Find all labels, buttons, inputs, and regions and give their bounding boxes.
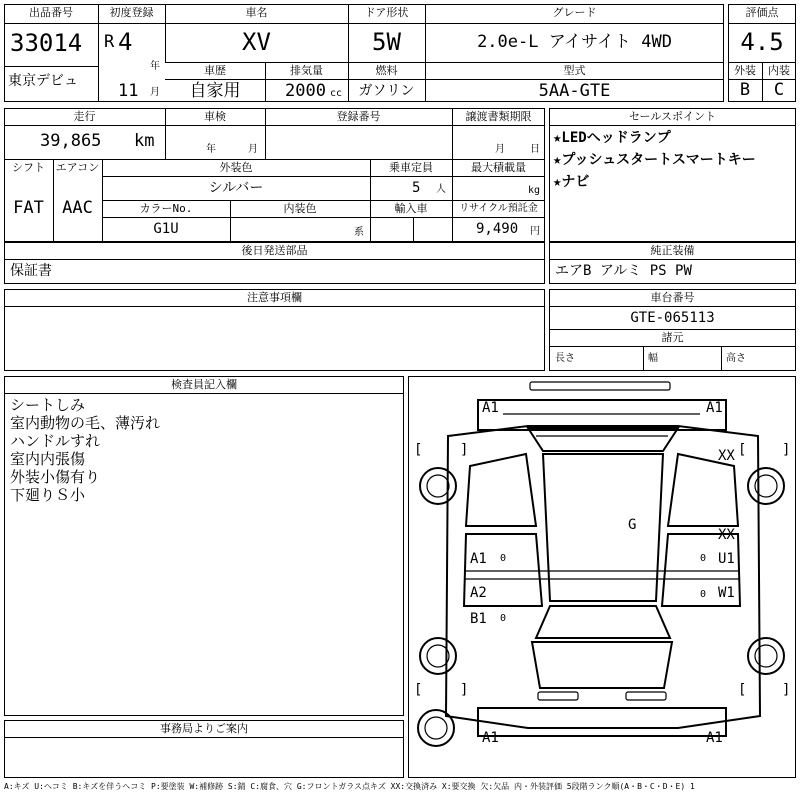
int-color-label: 内装色 [283, 202, 317, 215]
mark-right-rear-door: W1 [718, 585, 735, 601]
dims-label: 諸元 [661, 331, 684, 344]
car-name-label: 車名 [245, 6, 268, 19]
grade: 2.0e-L アイサイト 4WD [477, 32, 672, 52]
sales-point: ★プッシュスタートスマートキー [553, 152, 756, 168]
shift-value: FAT [13, 198, 44, 218]
yen-unit: 円 [530, 226, 540, 237]
svg-text:]: ] [782, 442, 791, 458]
transfer-day: 日 [530, 144, 540, 155]
inspection-year: 年 [206, 144, 216, 155]
person-unit: 人 [436, 184, 446, 195]
max-load-label: 最大積載量 [471, 161, 526, 174]
mark-zero: 0 [700, 553, 707, 564]
ext-color-value: シルバー [208, 180, 264, 196]
list-item: 室内内張傷 [10, 450, 86, 468]
first-reg-era: R [104, 32, 115, 52]
genuine-label: 純正装備 [650, 244, 695, 257]
mileage-label: 走行 [73, 110, 96, 123]
mark-left-rear-door-a: A2 [470, 585, 487, 601]
score-label: 評価点 [745, 6, 779, 19]
chassis-label: 車台番号 [650, 291, 695, 304]
capacity-value: 5 [412, 180, 421, 196]
month-suffix: 月 [150, 87, 160, 98]
exterior-score: B [739, 80, 751, 100]
fuel-label: 燃料 [375, 64, 398, 77]
svg-text:[: [ [414, 442, 423, 458]
aircon-value: AAC [62, 198, 93, 218]
model-code: 5AA-GTE [538, 81, 611, 101]
mark-right-front-door-2: U1 [718, 551, 735, 567]
svg-text:]: ] [460, 682, 469, 698]
fuel-value: ガソリン [358, 83, 415, 99]
mark-zero: 0 [500, 613, 507, 624]
recycle-label: リサイクル預託金 [459, 203, 538, 214]
displacement-value: 2000 [285, 81, 326, 101]
height-label: 高さ [726, 353, 746, 364]
transfer-label: 譲渡書類期限 [465, 110, 532, 123]
legend: A:キズ U:ヘコミ B:キズを伴うヘコミ P:要塗装 W:補修跡 S:錆 C:腐食、穴 G:フロントガラス点キズ XX:交換済み X:要交換 欠:欠品 内・外装評価 5段階ランク順(A・B・C・D・E) 1 [4, 782, 695, 791]
color-no-label: カラーNo. [139, 202, 193, 215]
first-reg-month: 11 [118, 81, 139, 101]
notes-label: 注意事項欄 [247, 291, 302, 304]
svg-text:[: [ [738, 682, 747, 698]
sales-points-label: セールスポイント [628, 110, 716, 123]
inspection-month: 月 [248, 144, 258, 155]
inspector-notes-list [10, 396, 160, 504]
list-item: 下廻りＳ小 [10, 486, 86, 504]
later-parts-value: 保証書 [10, 263, 52, 279]
mark-right-front: XX [718, 448, 735, 464]
svg-text:]: ] [460, 442, 469, 458]
first-reg-label: 初度登録 [109, 6, 154, 19]
overall-score: 4.5 [740, 28, 784, 56]
sales-point: ★LEDヘッドランプ [553, 130, 671, 146]
office-label: 事務局よりご案内 [160, 722, 248, 735]
sales-point: ★ナビ [553, 174, 590, 190]
length-label: 長さ [555, 353, 575, 364]
mark-zero: 0 [700, 589, 707, 600]
mark-rear-left: A1 [482, 730, 499, 746]
mileage-unit: km [134, 131, 155, 151]
mark-left-rear-door-b: B1 [470, 611, 487, 627]
mark-zero: 0 [500, 553, 507, 564]
mark-right-front-door: XX [718, 527, 735, 543]
history-label: 車歴 [204, 64, 226, 77]
mark-rear-right: A1 [706, 730, 723, 746]
displacement-label: 排気量 [290, 64, 323, 77]
svg-text:[: [ [738, 442, 747, 458]
list-item: 外装小傷有り [10, 468, 101, 486]
ext-color-label: 外装色 [219, 161, 253, 174]
mark-front-right: A1 [706, 400, 723, 416]
mileage-value: 39,865 [40, 131, 102, 151]
list-item: 室内動物の毛、薄汚れ [10, 414, 161, 432]
list-item: ハンドルすれ [10, 432, 101, 450]
shift-label: シフト [12, 161, 45, 174]
lot-no-label: 出品番号 [29, 6, 73, 19]
kei-suffix: 系 [354, 227, 364, 238]
inspector-label: 検査員記入欄 [171, 378, 237, 391]
venue: 東京デビュ [8, 73, 78, 89]
interior-label: 内装 [768, 64, 790, 77]
displacement-unit: cc [330, 88, 343, 99]
later-parts-label: 後日発送部品 [241, 244, 308, 257]
transfer-month: 月 [495, 144, 505, 155]
mark-left-front-door: A1 [470, 551, 487, 567]
list-item: シートしみ [10, 396, 86, 414]
mark-front-left: A1 [482, 400, 499, 416]
mark-roof: G [628, 517, 637, 533]
history-value: 自家用 [189, 81, 241, 101]
exterior-label: 外装 [734, 64, 756, 77]
lot-number: 33014 [10, 29, 83, 57]
door-type: 5W [372, 28, 401, 56]
model-code-label: 型式 [563, 64, 586, 77]
reg-no-label: 登録番号 [336, 110, 381, 123]
first-reg-year: 4 [118, 28, 133, 56]
inspection-label: 車検 [204, 110, 226, 123]
capacity-label: 乗車定員 [389, 161, 433, 174]
svg-text:]: ] [782, 682, 791, 698]
width-label: 幅 [648, 353, 658, 364]
chassis-number: GTE-065113 [630, 310, 715, 326]
import-label: 輸入車 [394, 202, 428, 215]
details-panel [4, 108, 545, 242]
color-no-value: G1U [153, 221, 179, 237]
car-diagram [408, 376, 796, 778]
recycle-value: 9,490 [476, 221, 519, 237]
svg-text:[: [ [414, 682, 423, 698]
genuine-value: エアB アルミ PS PW [555, 263, 692, 279]
aircon-label: エアコン [55, 161, 100, 174]
car-name: XV [242, 28, 271, 56]
grade-label: グレード [552, 6, 597, 19]
door-label: ドア形状 [364, 6, 409, 19]
year-suffix: 年 [150, 61, 160, 72]
kg-unit: kg [528, 185, 541, 196]
interior-score: C [773, 80, 785, 100]
